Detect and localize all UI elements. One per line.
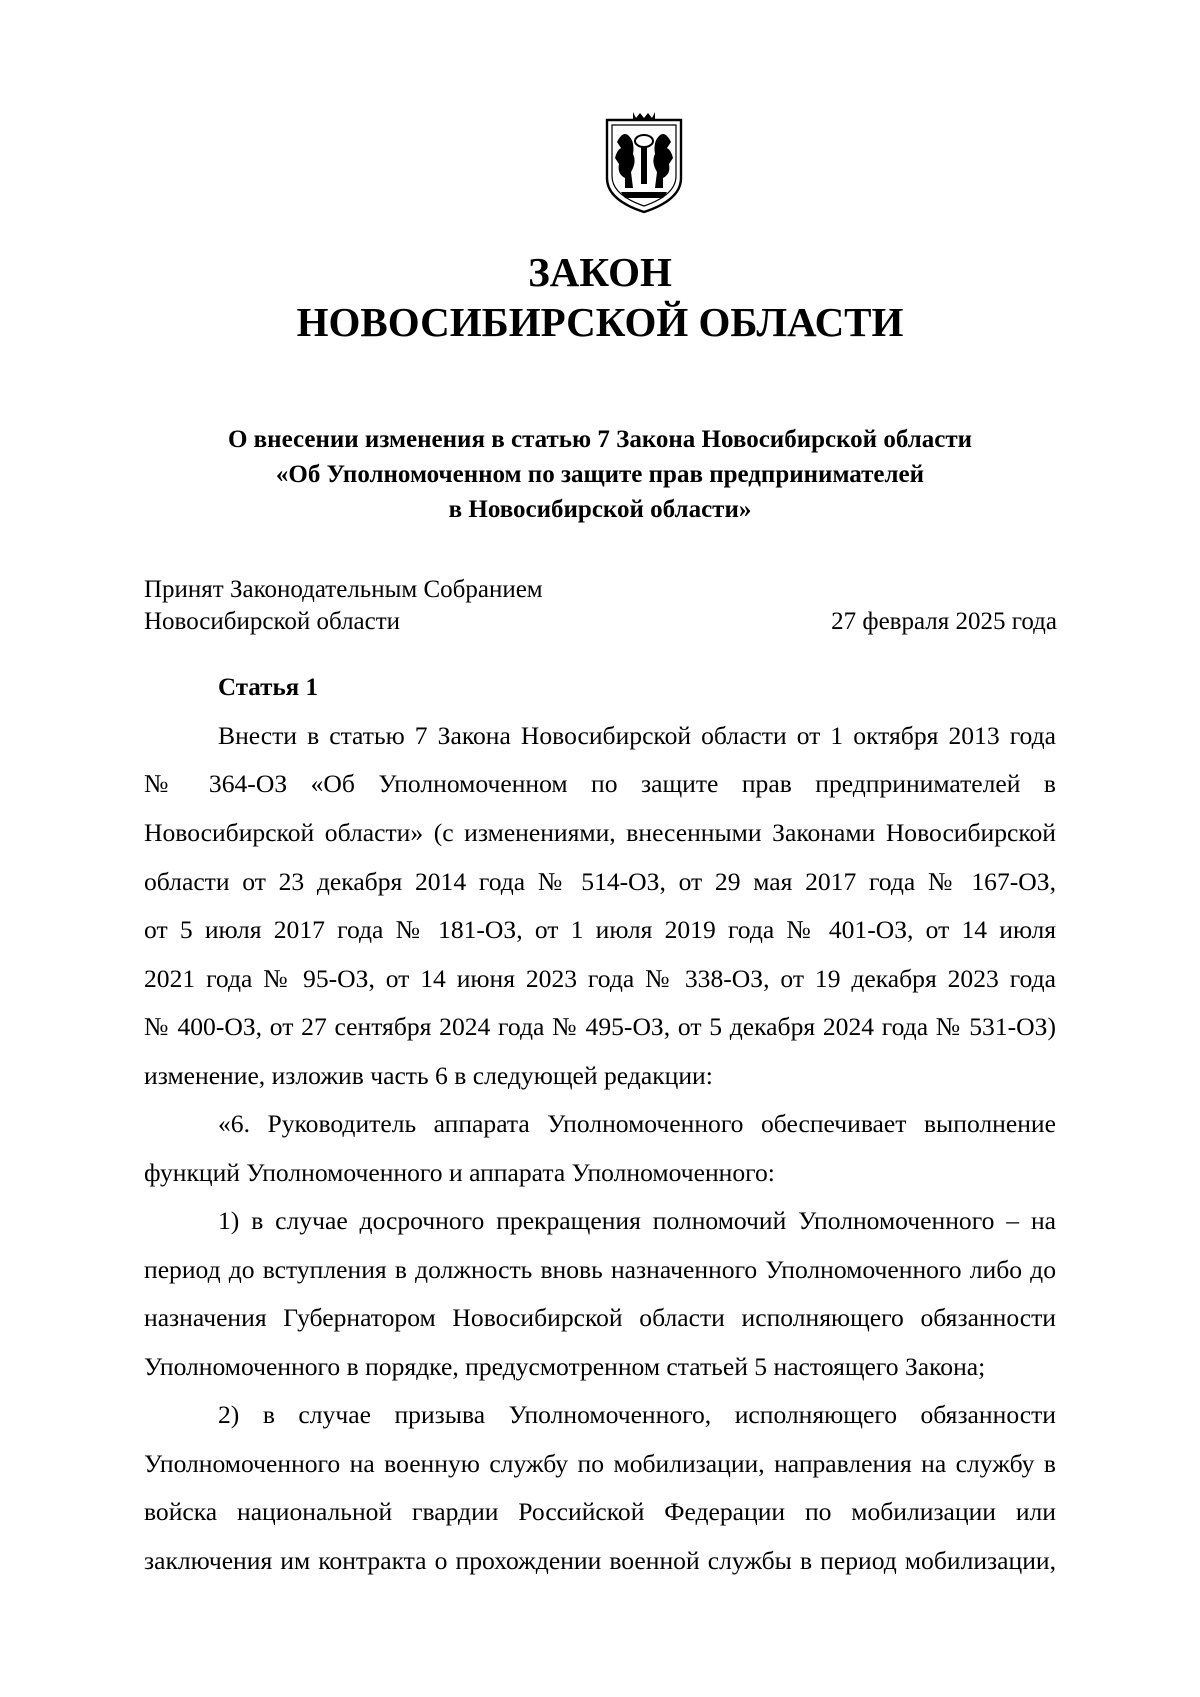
body-line: 2021 года № 95-ОЗ, от 14 июня 2023 года № 338-ОЗ, от 19 декабря 2023 года (144, 964, 1056, 993)
adopted-by-line: Принят Законодательным Собранием (144, 576, 543, 603)
adopted-by-line: Новосибирской области (144, 608, 401, 635)
body-line: от 5 июля 2017 года № 181-ОЗ, от 1 июля 2019 года № 401-ОЗ, от 14 июля (144, 915, 1056, 944)
body-line: Уполномоченного в порядке, предусмотренном статьей 5 настоящего Закона; (144, 1352, 986, 1381)
document-title-line2: НОВОСИБИРСКОЙ ОБЛАСТИ (296, 299, 904, 345)
body-line: 1) в случае досрочного прекращения полномочий Уполномоченного – на (218, 1206, 1056, 1235)
body-line: изменение, изложив часть 6 в следующей редакции: (144, 1061, 713, 1090)
body-line: заключения им контракта о прохождении военной службы в период мобилизации, (144, 1546, 1056, 1575)
body-line: период до вступления в должность вновь назначенного Уполномоченного либо до (144, 1255, 1056, 1284)
body-line: функций Уполномоченного и аппарата Уполномоченного: (144, 1158, 775, 1187)
body-line: войска национальной гвардии Российской Федерации по мобилизации или (144, 1497, 1056, 1526)
article-heading: Статья 1 (218, 674, 318, 701)
body-line: области от 23 декабря 2014 года № 514-ОЗ, от 29 мая 2017 года № 167-ОЗ, (144, 867, 1056, 896)
adoption-date: 27 февраля 2025 года (831, 608, 1057, 635)
body-line: № 364-ОЗ «Об Уполномоченном по защите прав предпринимателей в (144, 769, 1056, 798)
body-line: назначения Губернатором Новосибирской области исполняющего обязанности (144, 1303, 1056, 1332)
body-line: Новосибирской области» (с изменениями, внесенными Законами Новосибирской (144, 818, 1056, 847)
body-line: Внести в статью 7 Закона Новосибирской области от 1 октября 2013 года (218, 721, 1056, 750)
document-title-line1: ЗАКОН (528, 249, 672, 295)
law-subtitle-line: «Об Уполномоченном по защите прав предпринимателей (275, 461, 925, 488)
body-line: «6. Руководитель аппарата Уполномоченного обеспечивает выполнение (218, 1109, 1056, 1138)
body-line: 2) в случае призыва Уполномоченного, исполняющего обязанности (218, 1400, 1056, 1429)
law-subtitle-line: О внесении изменения в статью 7 Закона Новосибирской области (227, 426, 973, 453)
coat-of-arms-icon (603, 112, 685, 214)
body-line: Уполномоченного на военную службу по мобилизации, направления на службу в (144, 1449, 1056, 1478)
law-subtitle-line: в Новосибирской области» (448, 496, 752, 523)
body-line: № 400-ОЗ, от 27 сентября 2024 года № 495-ОЗ, от 5 декабря 2024 года № 531-ОЗ) (144, 1012, 1056, 1041)
